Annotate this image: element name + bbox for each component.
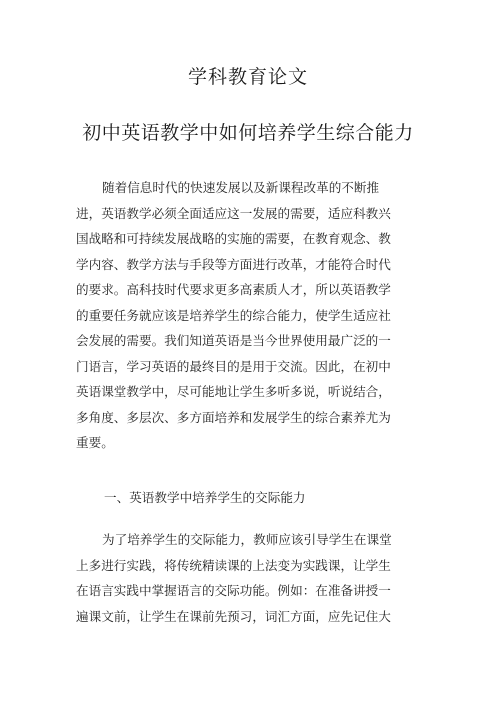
subject-title: 学科教育论文: [187, 66, 308, 88]
paragraph-line: 的重要任务就应该是培养学生的综合能力，使学生适应社: [76, 307, 391, 323]
paragraph-line: 的要求。高科技时代要求更多高素质人才，所以英语教学: [76, 282, 391, 297]
paragraph-1: [76, 175, 428, 456]
paragraph-line: 进，英语教学必须全面适应这一发展的需要，适应科教兴: [76, 205, 391, 221]
paragraph-line: 上多进行实践，将传统精读课的上法变为实践课，让学生: [76, 557, 391, 573]
paragraph-line: 随着信息时代的快速发展以及新课程改革的不断推: [102, 180, 380, 195]
paragraph-line: 在语言实践中掌握语言的交际功能。例如：在准备讲授一: [76, 583, 391, 598]
main-title: 初中英语教学中如何培养学生综合能力: [82, 122, 414, 144]
paragraph-line: 门语言，学习英语的最终目的是用于交流。因此，在初中: [76, 358, 391, 374]
paragraph-line: 重要。: [76, 435, 114, 450]
paragraph-2: [76, 527, 428, 629]
paragraph-line: 遍课文前，让学生在课前先预习，词汇方面，应先记住大: [76, 608, 391, 624]
paragraph-line: 学内容、教学方法与手段等方面进行改革，才能符合时代: [76, 256, 391, 272]
section-heading: 一、英语教学中培养学生的交际能力: [104, 490, 306, 505]
paragraph-line: 会发展的需要。我们知道英语是当今世界使用最广泛的一: [76, 333, 391, 348]
paragraph-line: 多角度、多层次、多方面培养和发展学生的综合素养尤为: [76, 409, 391, 425]
paragraph-line: 为了培养学生的交际能力，教师应该引导学生在课堂: [102, 532, 392, 547]
paragraph-line: 英语课堂教学中，尽可能地让学生多听多说，听说结合，: [76, 384, 391, 399]
paragraph-line: 国战略和可持续发展战略的实施的需要，在教育观念、教: [76, 231, 391, 246]
